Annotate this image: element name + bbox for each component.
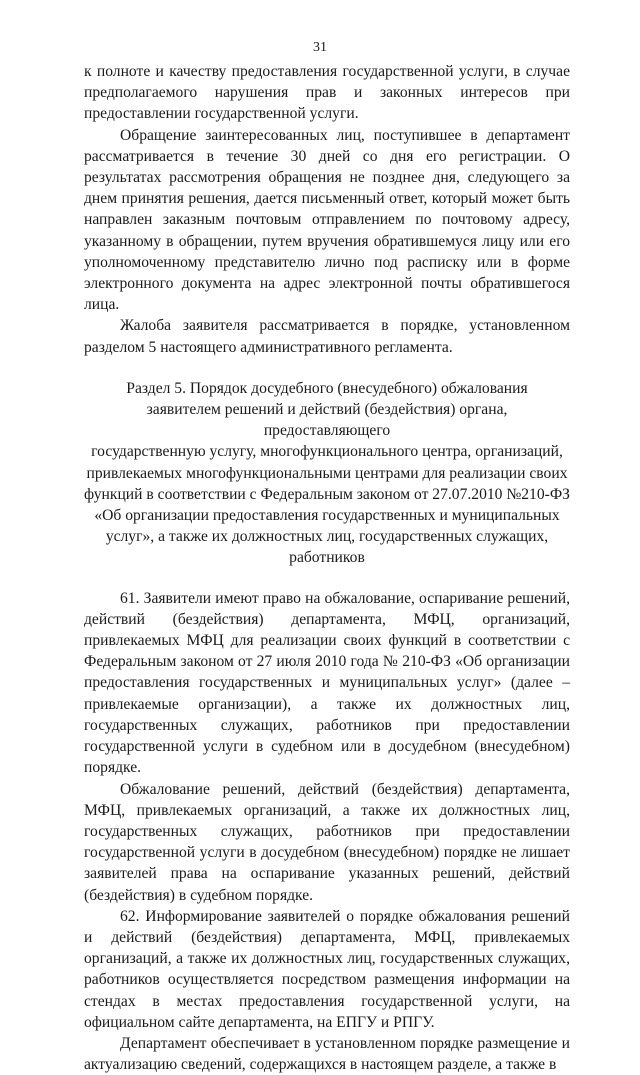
section-heading-line: работников: [289, 549, 365, 567]
paragraph-appeal-review: Обращение заинтересованных лиц, поступившее в департамент рассматривается в течение 30 дней со дня его регистрации. О результатах рассмотрения обращения не позднее дня, следующего за днем принятия решения, дается письменный ответ, который может быть направлен заказным почтовым отправлением по почтовому адресу, указанному в обращении, путем вручения обратившемуся лицу или его уполномоченному представителю лично под расписку или в форме электронного документа на адрес электронной почты обратившегося лица.: [84, 126, 570, 314]
section-heading-line: государственную услугу, многофункционального центра, организаций,: [91, 443, 563, 461]
paragraph-61: 61. Заявители имеют право на обжалование, оспаривание решений, действий (бездействия) департамента, МФЦ, организаций, привлекаемых МФЦ для реализации своих функций в соответствии с Федеральным законом от 27 июля 2010 года № 210-ФЗ «Об организации предоставления государственных и муниципальных услуг» (далее – привлекаемые организации), а также их должностных лиц, государственных служащих, работников при предоставлении государственной услуги в судебном или в досудебном (внесудебном) порядке.: [84, 589, 570, 777]
section-heading-line: Раздел 5. Порядок досудебного (внесудебного) обжалования: [126, 379, 528, 397]
paragraph-complaint: Жалоба заявителя рассматривается в порядке, установленном разделом 5 настоящего административного регламента.: [84, 317, 570, 356]
paragraph-department-duties: Департамент обеспечивает в установленном порядке размещение и актуализацию сведений, содержащихся в настоящем разделе, а также в: [84, 1034, 570, 1074]
paragraph-appeal-rights: Обжалование решений, действий (бездействия) департамента, МФЦ, привлекаемых организаций, а также их должностных лиц, государственных служащих, работников при предоставлении государственной услуги в досудебном (внесудебном) порядке не лишает заявителей права на оспаривание указанных решений, действий (бездействия) в судебном порядке.: [84, 780, 570, 904]
section-heading-line: привлекаемых многофункциональными центрами для реализации своих: [86, 464, 568, 482]
section-heading-line: услуг», а также их должностных лиц, государственных служащих,: [105, 528, 549, 546]
section-heading-line: функций в соответствии с Федеральным законом от 27.07.2010 №210-ФЗ: [84, 485, 570, 503]
document-body: [84, 61, 570, 1075]
section-heading-line: заявителем решений и действий (бездействия) органа, предоставляющего: [146, 401, 508, 440]
page-number: 31: [313, 40, 327, 55]
paragraph-62: 62. Информирование заявителей о порядке обжалования решений и действий (бездействия) департамента, МФЦ, привлекаемых организаций, а также их должностных лиц, государственных служащих, работников осуществляется посредством размещения информации на стендах в местах предоставления государственной услуги, на официальном сайте департамента, на ЕПГУ и РПГУ.: [84, 907, 570, 1031]
section-5-heading: [84, 378, 570, 569]
section-heading-line: «Об организации предоставления государственных и муниципальных: [94, 507, 560, 525]
paragraph-continuation: к полноте и качеству предоставления государственной услуги, в случае предполагаемого нарушения прав и законных интересов при предоставлении государственной услуги.: [84, 63, 570, 123]
